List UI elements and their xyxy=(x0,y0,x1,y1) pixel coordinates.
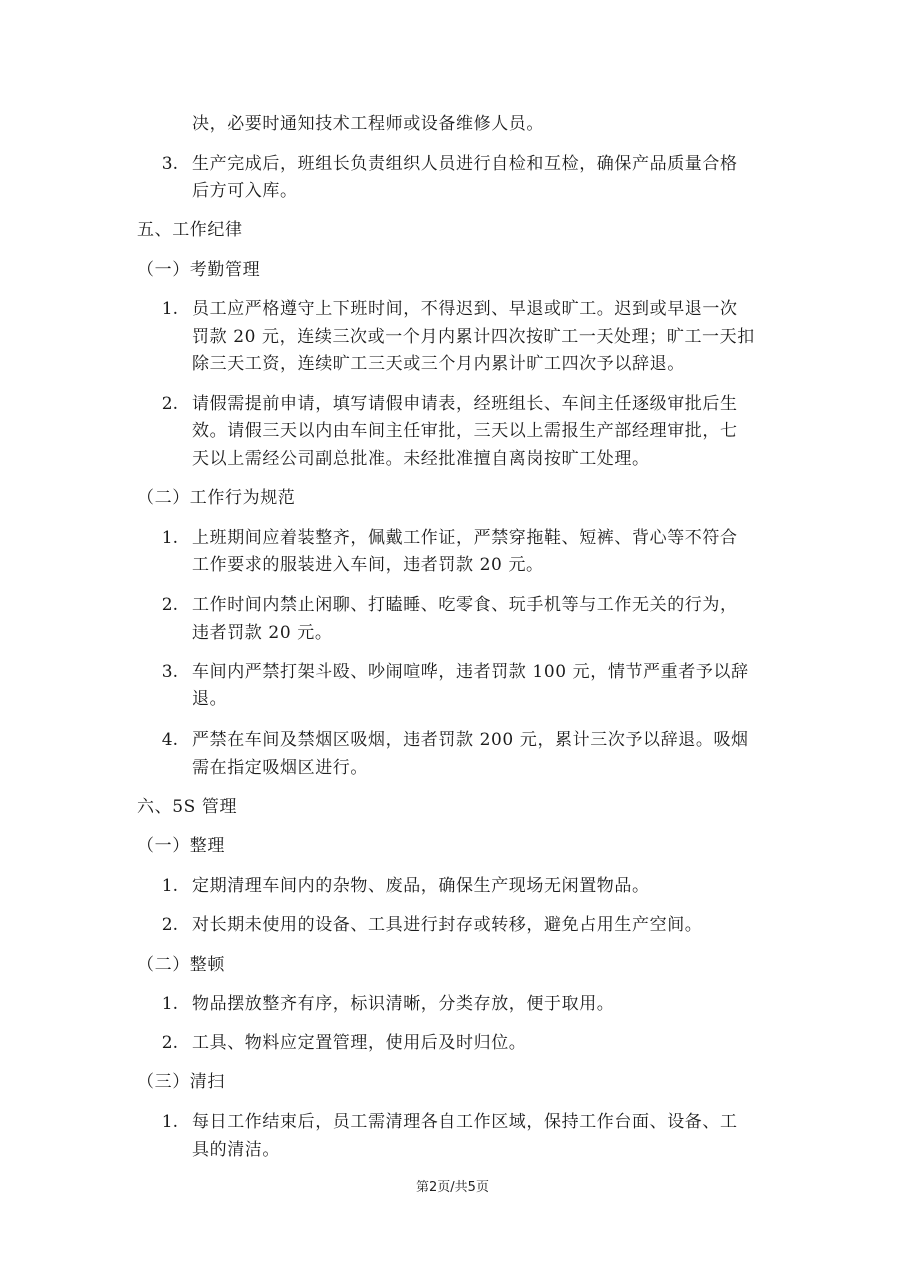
list-number: 3. xyxy=(161,154,178,174)
paragraph-line: 决，必要时通知技术工程师或设备维修人员。 xyxy=(192,114,544,134)
subsection-heading: （三）清扫 xyxy=(137,1072,225,1092)
paragraph-line: 具的清洁。 xyxy=(192,1140,280,1160)
paragraph-line: 除三天工资，连续旷工三天或三个月内累计旷工四次予以辞退。 xyxy=(192,354,685,374)
list-number: 2. xyxy=(161,1033,178,1053)
page-footer: 第2页/共5页 xyxy=(416,1180,489,1195)
paragraph-line: 退。 xyxy=(192,689,228,709)
paragraph-line: 违者罚款 20 元。 xyxy=(192,623,333,643)
paragraph-line: 每日工作结束后，员工需清理各自工作区域，保持工作台面、设备、工 xyxy=(192,1112,738,1132)
paragraph-line: 工作时间内禁止闲聊、打瞌睡、吃零食、玩手机等与工作无关的行为， xyxy=(192,595,738,615)
section-heading: 五、工作纪律 xyxy=(137,220,243,240)
paragraph-line: 工具、物料应定置管理，使用后及时归位。 xyxy=(192,1033,527,1053)
paragraph-line: 生产完成后，班组长负责组织人员进行自检和互检，确保产品质量合格 xyxy=(192,154,738,174)
paragraph-line: 罚款 20 元，连续三次或一个月内累计四次按旷工一天处理；旷工一天扣 xyxy=(192,327,755,347)
paragraph-line: 上班期间应着装整齐，佩戴工作证，严禁穿拖鞋、短裤、背心等不符合 xyxy=(192,528,738,548)
list-number: 4. xyxy=(161,730,178,750)
paragraph-line: 严禁在车间及禁烟区吸烟，违者罚款 200 元，累计三次予以辞退。吸烟 xyxy=(192,730,749,750)
paragraph-line: 天以上需经公司副总批准。未经批准擅自离岗按旷工处理。 xyxy=(192,449,650,469)
list-number: 1. xyxy=(161,994,178,1014)
list-number: 1. xyxy=(161,876,178,896)
paragraph-line: 后方可入库。 xyxy=(192,181,298,201)
list-number: 3. xyxy=(161,662,178,682)
paragraph-line: 工作要求的服装进入车间，违者罚款 20 元。 xyxy=(192,555,544,575)
subsection-heading: （二）工作行为规范 xyxy=(137,488,296,508)
paragraph-line: 对长期未使用的设备、工具进行封存或转移，避免占用生产空间。 xyxy=(192,915,703,935)
section-heading: 六、5S 管理 xyxy=(137,797,238,817)
paragraph-line: 物品摆放整齐有序，标识清晰，分类存放，便于取用。 xyxy=(192,994,615,1014)
paragraph-line: 定期清理车间内的杂物、废品，确保生产现场无闲置物品。 xyxy=(192,876,650,896)
paragraph-line: 需在指定吸烟区进行。 xyxy=(192,758,368,778)
list-number: 1. xyxy=(161,1112,178,1132)
subsection-heading: （一）整理 xyxy=(137,836,225,856)
paragraph-line: 请假需提前申请，填写请假申请表，经班组长、车间主任逐级审批后生 xyxy=(192,394,738,414)
subsection-heading: （二）整顿 xyxy=(137,955,225,975)
list-number: 2. xyxy=(161,915,178,935)
subsection-heading: （一）考勤管理 xyxy=(137,260,261,280)
paragraph-line: 效。请假三天以内由车间主任审批，三天以上需报生产部经理审批，七 xyxy=(192,421,738,441)
list-number: 1. xyxy=(161,299,178,319)
list-number: 2. xyxy=(161,595,178,615)
list-number: 1. xyxy=(161,528,178,548)
paragraph-line: 员工应严格遵守上下班时间，不得迟到、早退或旷工。迟到或早退一次 xyxy=(192,299,738,319)
paragraph-line: 车间内严禁打架斗殴、吵闹喧哗，违者罚款 100 元，情节严重者予以辞 xyxy=(192,662,749,682)
list-number: 2. xyxy=(161,394,178,414)
